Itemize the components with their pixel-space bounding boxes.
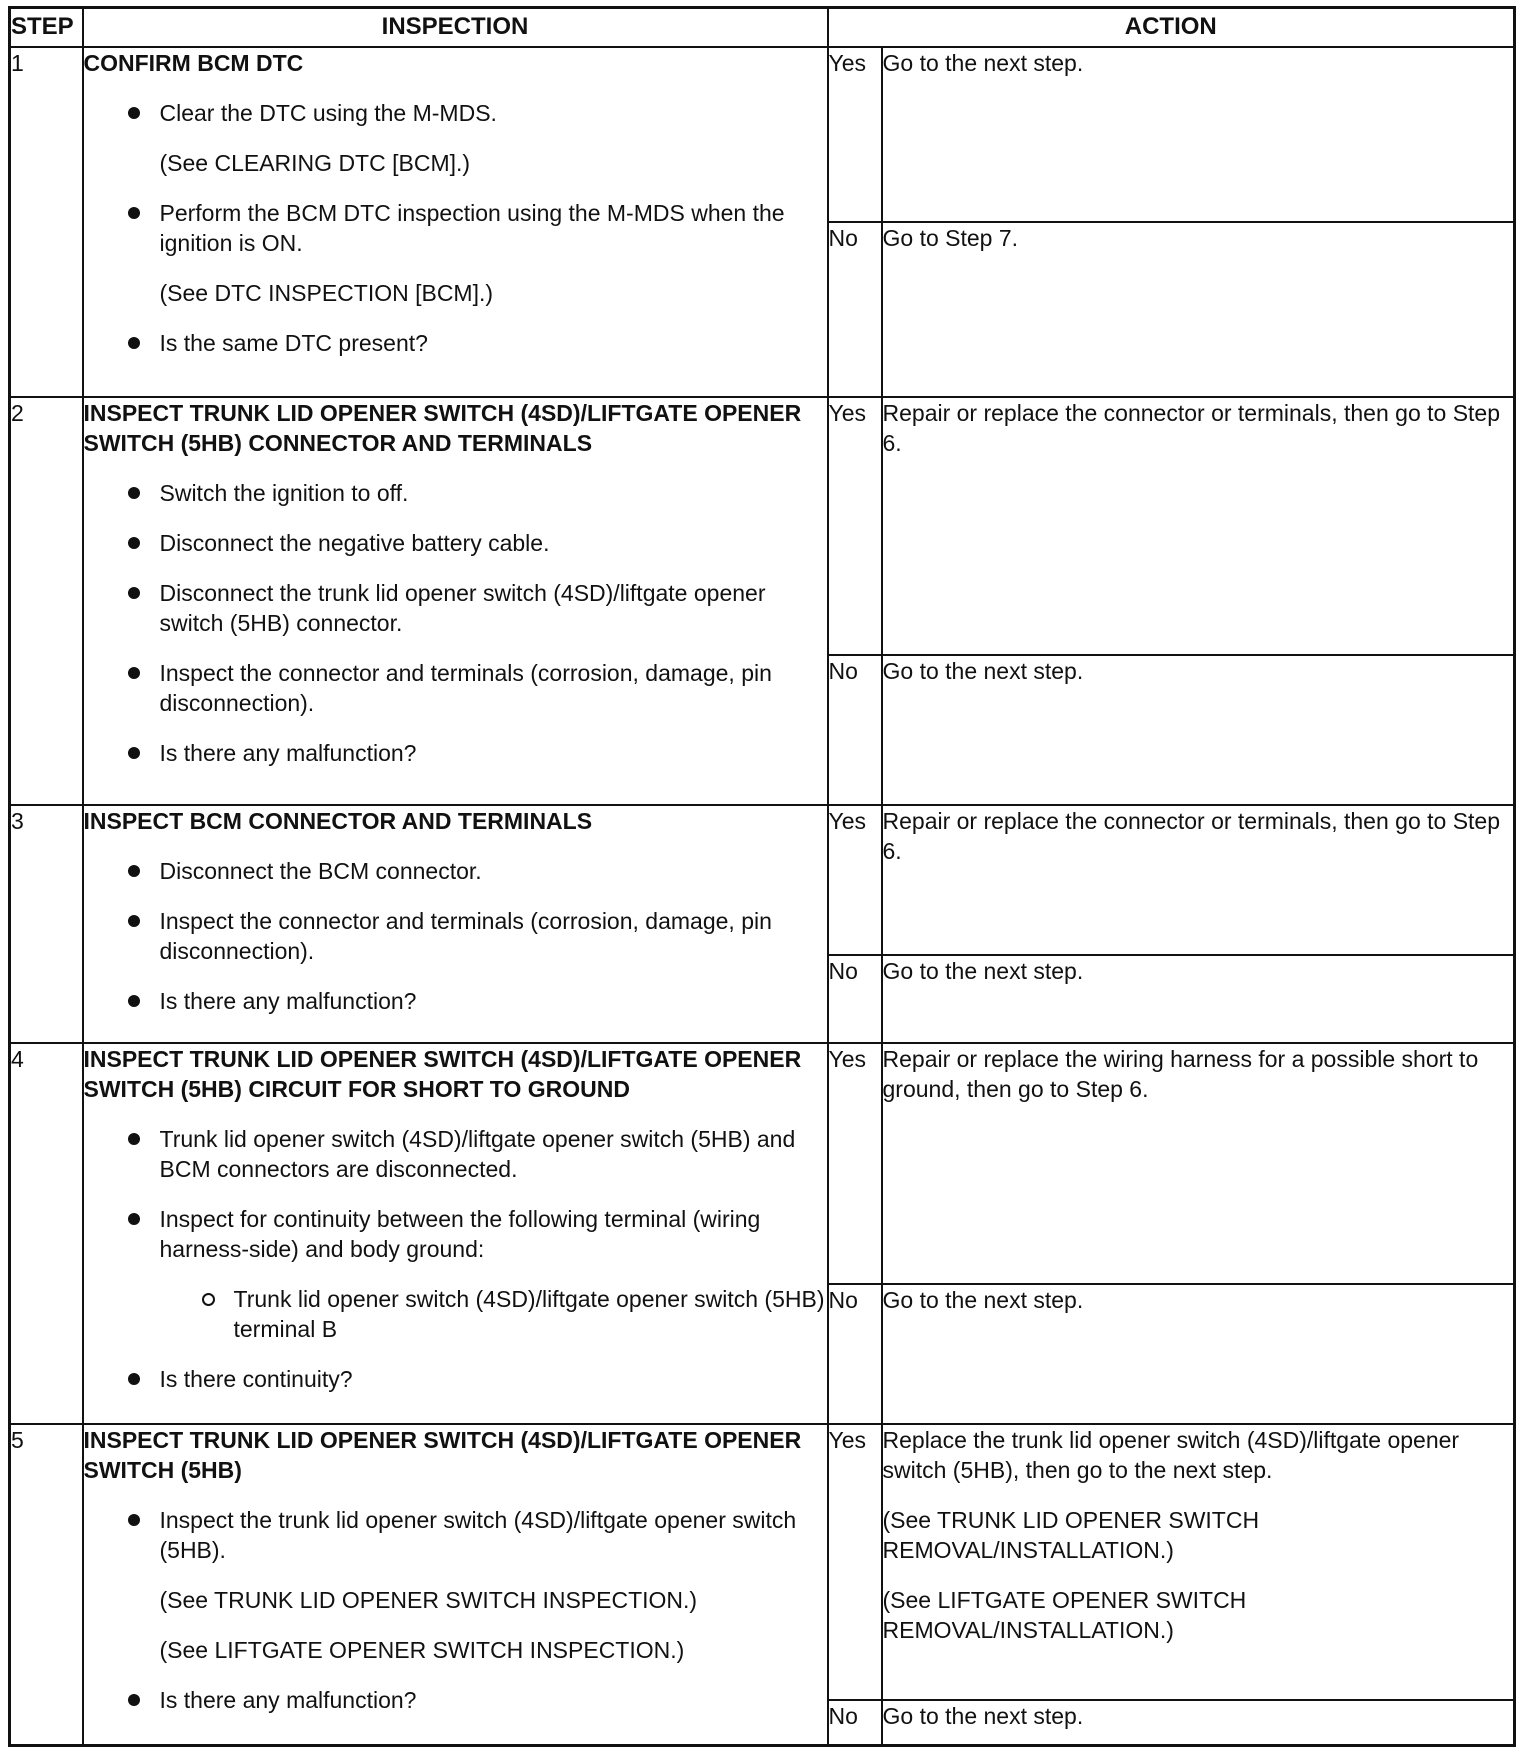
bullet-item: Is the same DTC present? [84,328,827,358]
bullet-icon [128,865,140,877]
step-1-yes-row [10,47,1515,222]
bullet-icon [128,207,140,219]
no-action: Go to the next step. [882,655,1515,805]
diagnostic-table [8,6,1516,1747]
step-number: 2 [10,397,83,805]
step-3-inspection [83,805,828,1043]
no-label: No [828,222,882,397]
yes-action: Go to the next step. [882,47,1515,222]
bullet-item: Trunk lid opener switch (4SD)/liftgate opener switch (5HB) and BCM connectors are disconnected. [84,1124,827,1184]
bullet-icon [128,337,140,349]
bullet-icon [128,537,140,549]
header-inspection: INSPECTION [83,8,828,47]
bullet-icon [128,1373,140,1385]
step-2-yes-row [10,397,1515,655]
bullet-item: Inspect the connector and terminals (corrosion, damage, pin disconnection). [84,906,827,966]
bullet-icon [128,587,140,599]
no-label: No [828,655,882,805]
bullet-icon [128,995,140,1007]
sub-item: Trunk lid opener switch (4SD)/liftgate opener switch (5HB) terminal B [84,1284,827,1344]
yes-label: Yes [828,805,882,955]
bullet-item: Is there any malfunction? [84,986,827,1016]
bullet-icon [128,747,140,759]
step-title: INSPECT TRUNK LID OPENER SWITCH (4SD)/LIFTGATE OPENER SWITCH (5HB) [83,1426,802,1483]
step-number: 4 [10,1043,83,1424]
reference-note: (See DTC INSPECTION [BCM].) [159,279,494,306]
step-5-yes-row [10,1424,1515,1700]
step-number: 3 [10,805,83,1043]
bullet-item: Inspect the trunk lid opener switch (4SD)/liftgate opener switch (5HB). [84,1505,827,1565]
yes-action: Repair or replace the connector or terminals, then go to Step 6. [882,397,1515,655]
yes-action: Repair or replace the wiring harness for a possible short to ground, then go to Step 6. [882,1043,1515,1284]
bullet-item: Disconnect the trunk lid opener switch (4SD)/liftgate opener switch (5HB) connector. [84,578,827,638]
no-label: No [828,955,882,1043]
bullet-item: Disconnect the BCM connector. [84,856,827,886]
bullet-icon [128,667,140,679]
bullet-item: Inspect for continuity between the following terminal (wiring harness-side) and body ground: [84,1204,827,1264]
bullet-item: Perform the BCM DTC inspection using the M-MDS when the ignition is ON. [84,198,827,258]
header-action: ACTION [828,8,1515,47]
reference-note: (See TRUNK LID OPENER SWITCH INSPECTION.) [159,1586,698,1613]
step-2-inspection [83,397,828,805]
bullet-item: Switch the ignition to off. [84,478,827,508]
bullet-item: Clear the DTC using the M-MDS. [84,98,827,128]
no-action: Go to the next step. [882,1284,1515,1424]
no-label: No [828,1284,882,1424]
yes-label: Yes [828,397,882,655]
bullet-icon [128,1213,140,1225]
step-title: INSPECT BCM CONNECTOR AND TERMINALS [83,807,593,834]
step-number: 1 [10,47,83,397]
yes-label: Yes [828,1043,882,1284]
reference-note: (See TRUNK LID OPENER SWITCH REMOVAL/INSTALLATION.) [882,1506,1260,1563]
yes-action: Repair or replace the connector or terminals, then go to Step 6. [882,805,1515,955]
bullet-icon [128,915,140,927]
bullet-item: Is there any malfunction? [84,738,827,768]
header-row [10,8,1515,47]
step-5-inspection [83,1424,828,1746]
step-1-inspection [83,47,828,397]
no-action: Go to Step 7. [882,222,1515,397]
bullet-item: Disconnect the negative battery cable. [84,528,827,558]
step-number: 5 [10,1424,83,1746]
bullet-item: Inspect the connector and terminals (corrosion, damage, pin disconnection). [84,658,827,718]
reference-note: (See LIFTGATE OPENER SWITCH INSPECTION.) [159,1636,685,1663]
bullet-item: Is there any malfunction? [84,1685,827,1715]
step-4-yes-row [10,1043,1515,1284]
yes-action [882,1424,1515,1700]
yes-action-text: Replace the trunk lid opener switch (4SD)/liftgate opener switch (5HB), then go to the next step. [882,1426,1460,1483]
no-action: Go to the next step. [882,955,1515,1043]
bullet-icon [128,487,140,499]
no-action: Go to the next step. [882,1700,1515,1746]
bullet-icon [128,107,140,119]
circle-icon [202,1293,215,1306]
bullet-icon [128,1514,140,1526]
no-label: No [828,1700,882,1746]
yes-label: Yes [828,47,882,222]
step-title: INSPECT TRUNK LID OPENER SWITCH (4SD)/LIFTGATE OPENER SWITCH (5HB) CIRCUIT FOR SHORT TO GROUND [83,1045,802,1102]
bullet-icon [128,1694,140,1706]
step-3-yes-row [10,805,1515,955]
step-title: INSPECT TRUNK LID OPENER SWITCH (4SD)/LIFTGATE OPENER SWITCH (5HB) CONNECTOR AND TERMINALS [83,399,802,456]
step-title: CONFIRM BCM DTC [83,49,304,76]
yes-label: Yes [828,1424,882,1700]
bullet-icon [128,1133,140,1145]
step-4-inspection [83,1043,828,1424]
reference-note: (See CLEARING DTC [BCM].) [159,149,471,176]
reference-note: (See LIFTGATE OPENER SWITCH REMOVAL/INSTALLATION.) [882,1586,1247,1643]
bullet-item: Is there continuity? [84,1364,827,1394]
header-step: STEP [10,8,83,47]
